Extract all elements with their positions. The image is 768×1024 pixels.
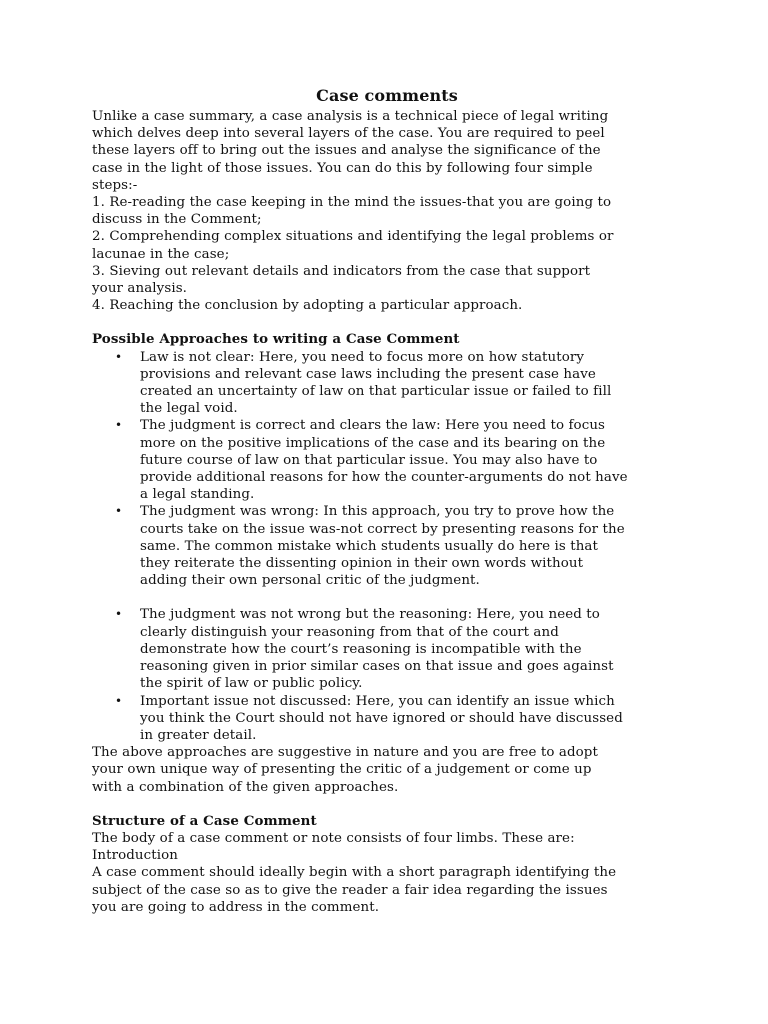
bullet-icon: •: [115, 607, 123, 622]
list-item-line: clearly distinguish your reasoning from that of the court and: [140, 624, 559, 640]
list-item-line: future course of law on that particular issue. You may also have to: [140, 452, 598, 468]
list-item-line: you think the Court should not have ignored or should have discussed: [140, 710, 623, 726]
list-item-line: adding their own personal critic of the judgment.: [140, 573, 480, 589]
list-item-line: provisions and relevant case laws including the present case have: [140, 366, 596, 382]
list-item: [92, 417, 682, 503]
list-item: [92, 693, 682, 745]
approaches-heading: Possible Approaches to writing a Case Comment: [92, 331, 460, 348]
intro-paragraph: [92, 108, 682, 314]
list-item-line: they reiterate the dissenting opinion in their own words without: [140, 556, 584, 572]
list-item-line: Law is not clear: Here, you need to focus more on how statutory: [140, 349, 585, 365]
list-item-line: more on the positive implications of the case and its bearing on the: [140, 435, 606, 451]
list-item-line: in greater detail.: [140, 727, 257, 743]
spacer: [92, 796, 682, 813]
list-item-line: the legal void.: [140, 401, 238, 417]
intro-line: steps:-: [92, 177, 138, 193]
bullet-icon: •: [115, 504, 123, 519]
step-line: your analysis.: [92, 281, 188, 297]
step-line: 2. Comprehending complex situations and identifying the legal problems or: [92, 229, 614, 245]
structure-line: you are going to address in the comment.: [92, 899, 380, 915]
outro-line: with a combination of the given approaches.: [92, 779, 399, 795]
list-item-line: a legal standing.: [140, 487, 255, 503]
intro-line: these layers off to bring out the issues and analyse the significance of the: [92, 143, 601, 159]
list-item-line: The judgment was wrong: In this approach, you try to prove how the: [140, 504, 615, 520]
list-item-line: reasoning given in prior similar cases on that issue and goes against: [140, 659, 614, 675]
list-item-line: The judgment was not wrong but the reasoning: Here, you need to: [140, 607, 600, 623]
intro-line: Unlike a case summary, a case analysis is a technical piece of legal writing: [92, 109, 609, 124]
approaches-list: [92, 349, 682, 744]
structure-paragraph: [92, 830, 682, 916]
list-item-line: created an uncertainty of law on that particular issue or failed to fill: [140, 384, 612, 400]
list-item-line: provide additional reasons for how the counter-arguments do not have: [140, 470, 628, 486]
list-item-line: courts take on the issue was-not correct by presenting reasons for the: [140, 521, 625, 537]
structure-line: The body of a case comment or note consists of four limbs. These are:: [92, 830, 575, 846]
step-line: discuss in the Comment;: [92, 212, 262, 228]
structure-line: subject of the case so as to give the reader a fair idea regarding the issues: [92, 882, 608, 898]
list-item: [92, 606, 682, 692]
introduction-subheading: Introduction: [92, 848, 179, 864]
structure-heading: Structure of a Case Comment: [92, 812, 317, 829]
bullet-icon: •: [115, 418, 123, 433]
list-item-line: same. The common mistake which students usually do here is that: [140, 538, 598, 554]
step-line: 3. Sieving out relevant details and indicators from the case that support: [92, 263, 591, 279]
list-item-line: The judgment is correct and clears the law: Here you need to focus: [140, 418, 606, 434]
intro-line: case in the light of those issues. You can do this by following four simple: [92, 160, 593, 176]
list-item-line: demonstrate how the court’s reasoning is incompatible with the: [140, 641, 582, 657]
step-line: lacunae in the case;: [92, 246, 230, 262]
intro-line: which delves deep into several layers of the case. You are required to peel: [92, 126, 605, 142]
outro-line: The above approaches are suggestive in nature and you are free to adopt: [92, 745, 598, 761]
page-title: Case comments: [316, 86, 458, 105]
bullet-icon: •: [115, 349, 123, 364]
outro-line: your own unique way of presenting the critic of a judgement or come up: [92, 762, 592, 778]
list-item-line: Important issue not discussed: Here, you can identify an issue which: [140, 693, 615, 709]
step-line: 4. Reaching the conclusion by adopting a particular approach.: [92, 298, 523, 314]
step-line: 1. Re-reading the case keeping in the mind the issues-that you are going to: [92, 195, 612, 211]
list-item: [92, 503, 682, 589]
structure-line: A case comment should ideally begin with a short paragraph identifying the: [92, 865, 617, 881]
bullet-icon: •: [115, 693, 123, 708]
list-item: [92, 349, 682, 418]
list-item-line: the spirit of law or public policy.: [140, 676, 363, 692]
document-page: [92, 86, 682, 916]
approaches-outro: [92, 744, 682, 796]
spacer: [92, 314, 682, 331]
